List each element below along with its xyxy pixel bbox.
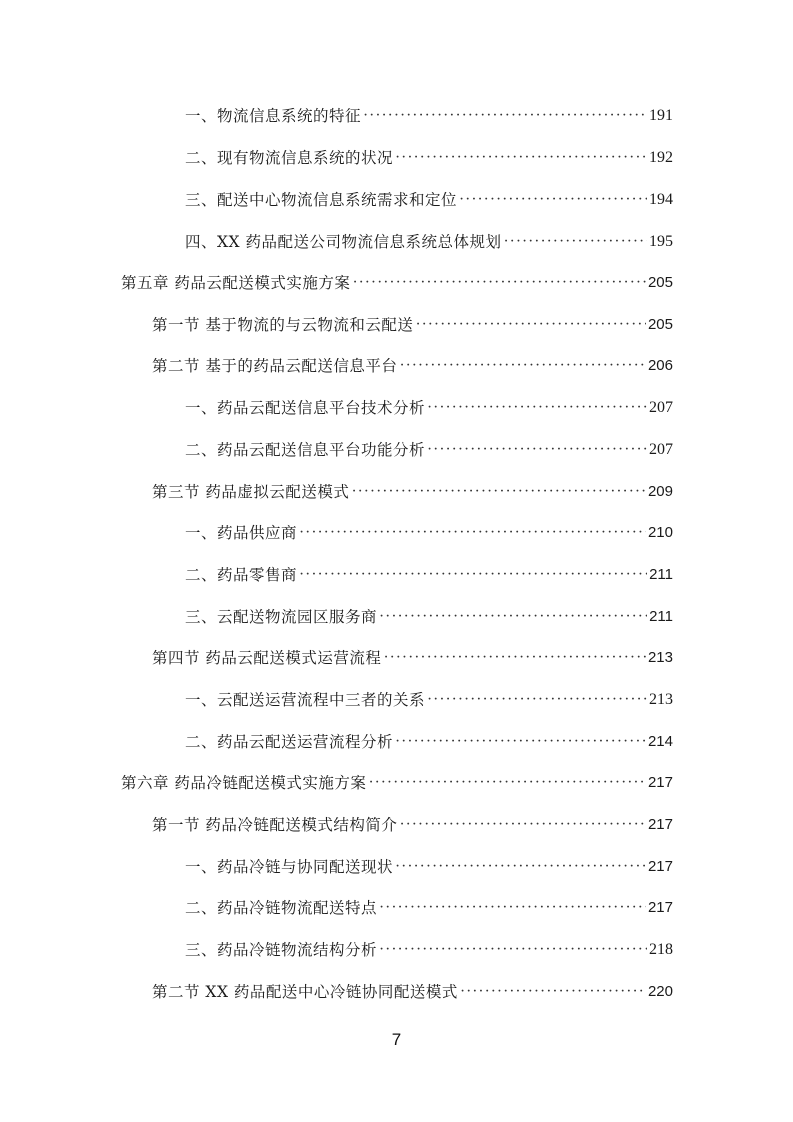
toc-entry[interactable] [185, 563, 673, 587]
dot-leader [368, 771, 646, 795]
dot-leader [363, 104, 647, 128]
toc-entry-page: 191 [649, 107, 673, 124]
toc-entry-page: 207 [649, 399, 673, 416]
toc-entry-chapter[interactable] [121, 771, 673, 795]
toc-entry-title: 第三节 药品虚拟云配送模式 [152, 483, 350, 501]
dot-leader [395, 146, 647, 170]
toc-entry-page: 211 [649, 566, 673, 583]
dot-leader [379, 896, 646, 920]
toc-entry-page: 217 [647, 816, 673, 833]
page-number: 7 [391, 1030, 402, 1049]
toc-entry-title: 二、药品零售商 [185, 566, 298, 584]
dot-leader [399, 354, 646, 378]
toc-entry-page: 207 [649, 441, 673, 458]
toc-entry-page: 217 [647, 899, 673, 916]
dot-leader [351, 480, 646, 504]
toc-entry-section[interactable] [152, 313, 673, 337]
toc-entry-page: 213 [649, 691, 673, 708]
toc-entry-page: 211 [649, 608, 673, 625]
toc-entry-section[interactable] [152, 354, 673, 378]
toc-entry-title: 三、药品冷链物流结构分析 [185, 941, 378, 959]
dot-leader [383, 646, 646, 670]
toc-entry-page: 210 [647, 524, 673, 541]
toc-entry-page: 218 [649, 941, 673, 958]
toc-entry-title: 一、药品云配送信息平台技术分析 [185, 399, 426, 417]
dot-leader [395, 855, 646, 879]
dot-leader [427, 438, 647, 462]
toc-entry-page: 206 [647, 357, 673, 374]
toc-entry-title: 三、配送中心物流信息系统需求和定位 [185, 191, 458, 209]
toc-entry[interactable] [185, 188, 673, 212]
toc-entry-title: 一、云配送运营流程中三者的关系 [185, 691, 426, 709]
toc-entry-title: 一、药品冷链与协同配送现状 [185, 858, 394, 876]
dot-leader [415, 313, 646, 337]
toc-entry-title: 一、药品供应商 [185, 524, 298, 542]
toc-entry-title: 第六章 药品冷链配送模式实施方案 [121, 774, 367, 792]
toc-entry-title: 四、XX 药品配送公司物流信息系统总体规划 [185, 233, 502, 251]
toc-entry-title: 第二节 基于的药品云配送信息平台 [152, 357, 398, 375]
dot-leader [352, 271, 646, 295]
toc-entry-page: 194 [649, 191, 673, 208]
toc-entry-section[interactable] [152, 813, 673, 837]
toc-entry-title: 二、药品云配送运营流程分析 [185, 733, 394, 751]
toc-entry-page: 220 [647, 983, 673, 1000]
toc-entry[interactable] [185, 730, 673, 754]
toc-entry[interactable] [185, 521, 673, 545]
toc-entry-page: 213 [647, 649, 673, 666]
dot-leader [299, 563, 647, 587]
toc-entry-page: 195 [649, 233, 673, 250]
toc-entry-page: 209 [647, 483, 673, 500]
toc-entry[interactable] [185, 938, 673, 962]
toc-entry[interactable] [185, 438, 673, 462]
dot-leader [299, 521, 646, 545]
toc-entry-section[interactable] [152, 646, 673, 670]
toc-entry[interactable] [185, 855, 673, 879]
toc-entry-title: 三、云配送物流园区服务商 [185, 608, 378, 626]
dot-leader [395, 730, 646, 754]
toc-entry[interactable] [185, 896, 673, 920]
dot-leader [427, 688, 647, 712]
toc-entry-title: 第二节 XX 药品配送中心冷链协同配送模式 [152, 983, 458, 1001]
toc-entry[interactable] [185, 104, 673, 128]
dot-leader [427, 396, 647, 420]
toc-entry-section[interactable] [152, 480, 673, 504]
toc-entry[interactable] [185, 605, 673, 629]
toc-entry-title: 第一节 药品冷链配送模式结构简介 [152, 816, 398, 834]
toc-entry-title: 第四节 药品云配送模式运营流程 [152, 649, 382, 667]
toc-entry-section[interactable] [152, 980, 673, 1004]
toc-entry-title: 第五章 药品云配送模式实施方案 [121, 274, 351, 292]
toc-entry-title: 二、药品云配送信息平台功能分析 [185, 441, 426, 459]
toc-entry-page: 205 [647, 274, 673, 291]
dot-leader [379, 605, 647, 629]
toc-entry-page: 214 [647, 733, 673, 750]
dot-leader [399, 813, 646, 837]
toc-entry-page: 192 [649, 149, 673, 166]
toc-entry-page: 205 [647, 316, 673, 333]
toc-entry[interactable] [185, 396, 673, 420]
toc-entry-title: 第一节 基于物流的与云物流和云配送 [152, 316, 414, 334]
toc-entry-title: 二、现有物流信息系统的状况 [185, 149, 394, 167]
toc-entry-page: 217 [647, 858, 673, 875]
toc-entry[interactable] [185, 146, 673, 170]
dot-leader [459, 188, 647, 212]
dot-leader [460, 980, 646, 1004]
toc-entry[interactable] [185, 688, 673, 712]
toc-entry-chapter[interactable] [121, 271, 673, 295]
toc-entry[interactable] [185, 230, 673, 254]
toc-entry-title: 二、药品冷链物流配送特点 [185, 899, 378, 917]
dot-leader [379, 938, 647, 962]
dot-leader [504, 230, 648, 254]
toc-entry-title: 一、物流信息系统的特征 [185, 107, 362, 125]
toc-entry-page: 217 [647, 774, 673, 791]
